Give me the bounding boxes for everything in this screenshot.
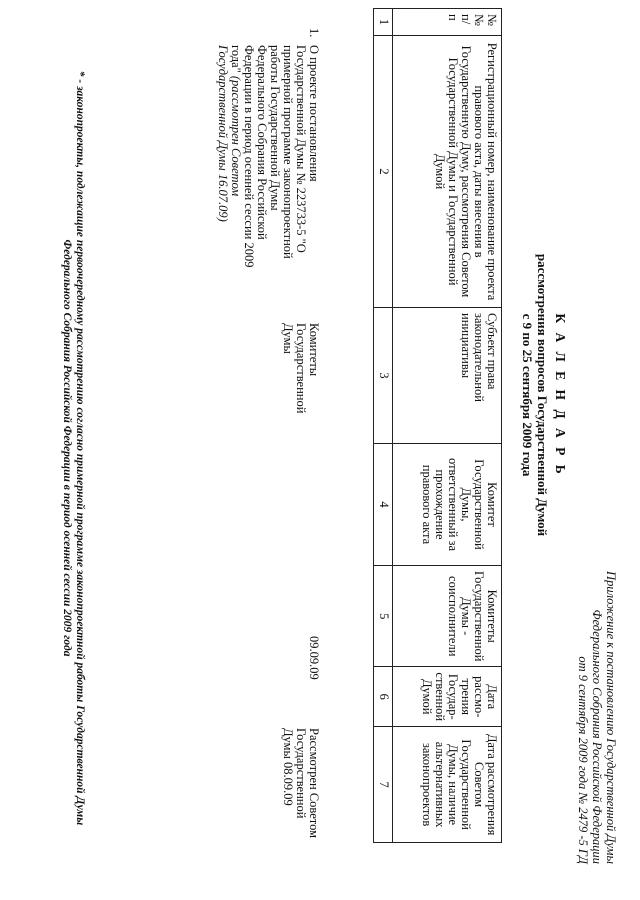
row-act-name — [216, 45, 320, 275]
appendix-line: от 9 сентября 2009 года № 2479 -5 ГД — [576, 656, 590, 864]
title-subtitle: рассмотрения вопросов Государственной Думой — [535, 253, 550, 537]
header-duma-date: Дата рассмо- трения Государ- ственной Думой — [393, 667, 502, 727]
column-number: 7 — [374, 727, 393, 843]
column-number: 6 — [374, 667, 393, 727]
column-number: 2 — [374, 36, 393, 308]
title-period: с 9 по 25 сентября 2009 года — [520, 313, 535, 477]
footnote-line: Федерального Собрания Российской Федерации в период осенней сессии 2009 года — [61, 239, 73, 657]
row-number: 1. — [307, 28, 321, 38]
column-number: 4 — [374, 444, 393, 566]
row-subject: Комитеты Государственной Думы — [281, 323, 321, 414]
row-council-date: Рассмотрен Советом Государственной Думы 08.09.09 — [281, 728, 321, 839]
header-number: №№ п/п — [393, 9, 502, 36]
header-council-date: Дата рассмотрения Советом Государственной Думы, наличие альтернативных законопроектов — [393, 727, 502, 843]
document-title — [520, 95, 568, 695]
column-number-row — [374, 9, 393, 843]
header-registration: Регистрационный номер, наименование проекта правового акта, даты внесения в Государственную Думу, рассмотрения Советом Государственной Думы и Государственной Думой — [393, 36, 502, 308]
appendix-note — [576, 484, 618, 864]
row-duma-date: 09.09.09 — [307, 636, 321, 680]
act-title: О проекте постановления Государственной Думы № 223733-5 "О примерной программе законопроектной работы Государственной Думы Федерального Собрания Российской Федерации в период осенней сессии 2009 года" — [229, 45, 321, 268]
column-number: 5 — [374, 566, 393, 667]
header-co-committees: Комитеты Государственной Думы - соисполнители — [393, 566, 502, 667]
header-committee: Комитет Государственной Думы, ответственный за прохождение правового акта — [393, 444, 502, 566]
title-calendar: К А Л Е Н Д А Р Ь — [553, 313, 568, 477]
footnote — [60, 18, 86, 878]
calendar-table — [373, 8, 502, 843]
appendix-line: Приложение к постановлению Государственной Думы — [604, 571, 618, 864]
header-subject: Субъект права законодательной инициативы — [393, 308, 502, 444]
appendix-line: Федерального Собрания Российской Федерации — [590, 609, 604, 864]
column-number: 3 — [374, 308, 393, 444]
footnote-line: * - законопроекты, подлежащие первоочередному рассмотрению согласно примерной программе законопроектной работы Государственной Думы — [74, 70, 86, 826]
column-number: 1 — [374, 9, 393, 36]
act-council-note: (рассмотрен Советом Государственной Думы 16.07.09) — [216, 45, 243, 222]
table-header-row — [393, 9, 502, 843]
